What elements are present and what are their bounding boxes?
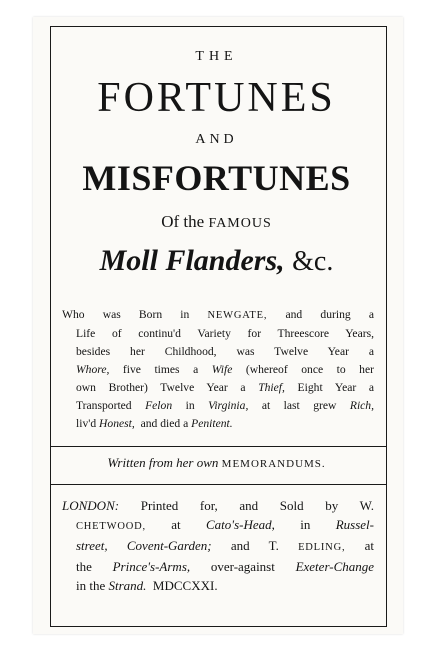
of-the-text: Of the bbox=[161, 212, 205, 231]
written-from-line: Written from her own MEMORANDUMS. bbox=[107, 455, 326, 470]
description-line-2: Life of continu'd Variety for Threescore Years, bbox=[76, 327, 374, 340]
imprint-date: MDCCXXI. bbox=[152, 578, 218, 593]
imprint-block bbox=[62, 496, 374, 595]
etc-text: &c. bbox=[292, 246, 334, 277]
divider-rule-bottom bbox=[50, 484, 387, 485]
imprint-line-5: in the Strand. MDCCXXI. bbox=[76, 578, 218, 593]
divider-rule-top bbox=[50, 446, 387, 447]
description-block bbox=[62, 306, 374, 433]
memorandums-text: MEMORANDUMS. bbox=[221, 458, 326, 470]
imprint-line-4: the Prince's-Arms, over-against Exeter-Change bbox=[76, 559, 375, 574]
london-text: LONDON: bbox=[62, 498, 120, 513]
imprint-line-1: LONDON: Printed for, and Sold by W. bbox=[62, 498, 375, 513]
famous-text: FAMOUS bbox=[208, 216, 272, 231]
title-and: AND bbox=[195, 132, 238, 147]
title-moll-flanders bbox=[0, 246, 433, 276]
title-the: THE bbox=[195, 49, 238, 64]
description-line-3: besides her Childhood, was Twelve Year a bbox=[76, 345, 374, 358]
title-misfortunes: MISFORTUNES bbox=[82, 158, 351, 198]
description-line-6: Transported Felon in Virginia, at last grew Rich, bbox=[76, 399, 375, 412]
description-line-1: Who was Born in NEWGATE, and during a bbox=[62, 308, 374, 321]
imprint-line-2: CHETWOOD, at Cato's-Head, in Russel- bbox=[76, 517, 374, 532]
newgate-text: NEWGATE, bbox=[207, 310, 268, 321]
description-line-4: Whore, five times a Wife (whereof once to her bbox=[76, 363, 374, 376]
title-fortunes: FORTUNES bbox=[97, 75, 336, 121]
title-of-the-famous bbox=[0, 213, 433, 231]
moll-flanders-text: Moll Flanders, bbox=[99, 244, 285, 277]
description-line-5: own Brother) Twelve Year a Thief, Eight Year a bbox=[76, 381, 374, 394]
imprint-line-3: street, Covent-Garden; and T. EDLING, at bbox=[76, 538, 375, 553]
description-line-7: liv'd Honest, and died a Penitent. bbox=[76, 417, 233, 430]
